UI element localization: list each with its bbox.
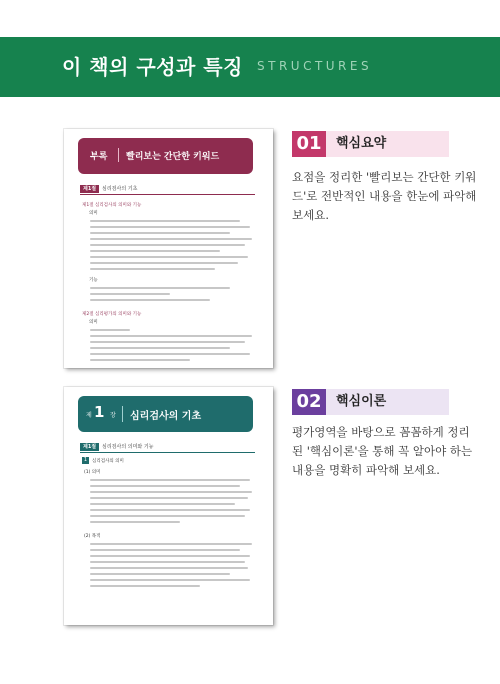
text-line [90, 479, 250, 481]
chapter-title: 심리검사의 기초 [130, 411, 202, 422]
text-line [90, 220, 240, 222]
text-line [90, 521, 180, 523]
section-title: 심리검사의 의미와 기능 [102, 444, 154, 450]
text-line [90, 347, 230, 349]
item-meaning-2-label: 의미 [89, 320, 98, 325]
text-line [90, 244, 245, 246]
feature-1-title: 핵심요약 [336, 136, 387, 151]
section-rule [80, 452, 255, 453]
text-line [90, 561, 245, 563]
text-line [90, 549, 240, 551]
section-header [80, 185, 255, 193]
page-title: 이 책의 구성과 특징 [62, 55, 243, 79]
header-banner [0, 37, 500, 97]
band-divider [122, 406, 123, 422]
subsection-heading-2: 제2절 심리평가의 의미와 기능 [82, 312, 142, 317]
text-line [90, 579, 250, 581]
appendix-title: 빨리보는 간단한 키워드 [126, 152, 220, 162]
section-label: 제1절 [80, 185, 99, 193]
text-line [90, 256, 248, 258]
item-meaning-2 [84, 319, 98, 325]
text-line [90, 335, 252, 337]
subsection-heading: 심리검사의 의미 [92, 459, 124, 464]
text-line [90, 567, 248, 569]
text-line [90, 268, 215, 270]
feature-1-description: 요점을 정리한 '빨리보는 간단한 키워드'로 전반적인 내용을 한눈에 파악해 보세요. [292, 170, 477, 222]
section-rule [80, 194, 255, 195]
text-line [90, 250, 220, 252]
text-line [90, 543, 252, 545]
sample-page-theory [64, 387, 273, 625]
section-header [80, 443, 255, 451]
text-line [90, 509, 250, 511]
item-meaning: (1) 의미 [84, 470, 101, 475]
band-divider [118, 148, 119, 162]
text-line [90, 329, 130, 331]
text-line [90, 353, 250, 355]
text-line [90, 238, 252, 240]
text-line [90, 585, 200, 587]
text-line [90, 287, 230, 289]
section-title: 심리검사의 기초 [102, 186, 138, 192]
feature-1-number: 01 [292, 131, 326, 157]
subsection-number: 1 [83, 457, 88, 463]
text-line [90, 299, 210, 301]
feature-2-description: 평가영역을 바탕으로 꼼꼼하게 정리된 '핵심이론'을 통해 꼭 알아야 하는 내용을 명확히 파악해 보세요. [292, 425, 473, 477]
item-meaning [84, 210, 98, 216]
chapter-title-band [78, 396, 253, 432]
text-line [90, 293, 170, 295]
item-meaning-label: 의미 [89, 211, 98, 216]
text-line [90, 503, 235, 505]
text-line [90, 341, 245, 343]
text-line [90, 262, 238, 264]
feature-2-title: 핵심이론 [336, 394, 387, 409]
section-label: 제1절 [80, 443, 99, 451]
text-line [90, 491, 252, 493]
text-line [90, 359, 190, 361]
chapter-prefix: 제 [86, 412, 92, 419]
chapter-number: 1 [94, 403, 105, 421]
text-line [90, 555, 250, 557]
item-function-label: 기능 [89, 278, 98, 283]
text-line [90, 573, 230, 575]
text-line [90, 232, 230, 234]
text-line [90, 497, 248, 499]
feature-2-number: 02 [292, 389, 326, 415]
text-line [90, 515, 245, 517]
text-line [90, 226, 250, 228]
chapter-suffix: 장 [110, 412, 116, 419]
appendix-tag: 부록 [90, 152, 108, 162]
subsection-heading: 제1절 심리검사의 의미와 기능 [82, 203, 142, 208]
item-function [84, 277, 98, 283]
item-purpose: (2) 목적 [84, 534, 101, 539]
sample-page-summary [64, 129, 273, 368]
page-subtitle: STRUCTURES [257, 59, 373, 73]
appendix-title-band [78, 138, 253, 174]
text-line [90, 485, 240, 487]
